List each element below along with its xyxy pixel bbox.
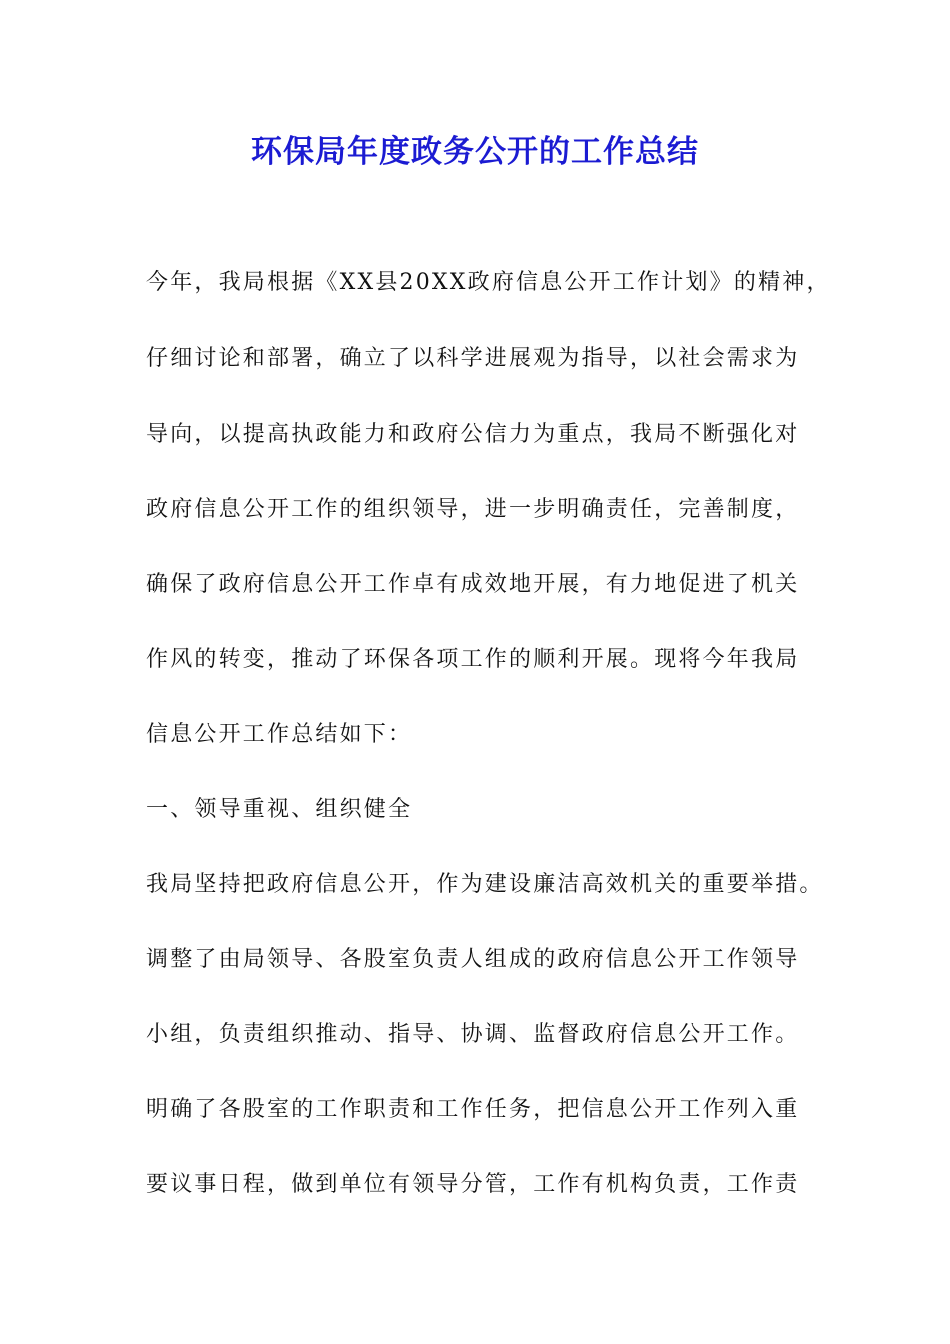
body-line-12: 明确了各股室的工作职责和工作任务，把信息公开工作列入重	[146, 1097, 800, 1122]
body-line-10: 调整了由局领导、各股室负责人组成的政府信息公开工作领导	[146, 947, 800, 972]
body-line-4: 政府信息公开工作的组织领导，进一步明确责任，完善制度，	[146, 497, 800, 522]
document-title: 环保局年度政务公开的工作总结	[251, 134, 699, 170]
body-line-3: 导向，以提高执政能力和政府公信力为重点，我局不断强化对	[146, 422, 800, 447]
body-line-6: 作风的转变，推动了环保各项工作的顺利开展。现将今年我局	[146, 647, 800, 672]
body-line-9: 我局坚持把政府信息公开，作为建设廉洁高效机关的重要举措。	[146, 872, 824, 897]
body-line-2: 仔细讨论和部署，确立了以科学进展观为指导，以社会需求为	[146, 346, 800, 371]
body-line-11: 小组，负责组织推动、指导、协调、监督政府信息公开工作。	[146, 1022, 800, 1047]
body-line-5: 确保了政府信息公开工作卓有成效地开展，有力地促进了机关	[146, 572, 800, 597]
section-heading-1: 一、领导重视、组织健全	[146, 797, 413, 822]
body-line-1: 今年，我局根据《XX县20XX政府信息公开工作计划》的精神，	[146, 270, 831, 295]
body-line-7: 信息公开工作总结如下：	[146, 722, 413, 747]
body-line-13: 要议事日程，做到单位有领导分管，工作有机构负责，工作责	[146, 1172, 800, 1197]
